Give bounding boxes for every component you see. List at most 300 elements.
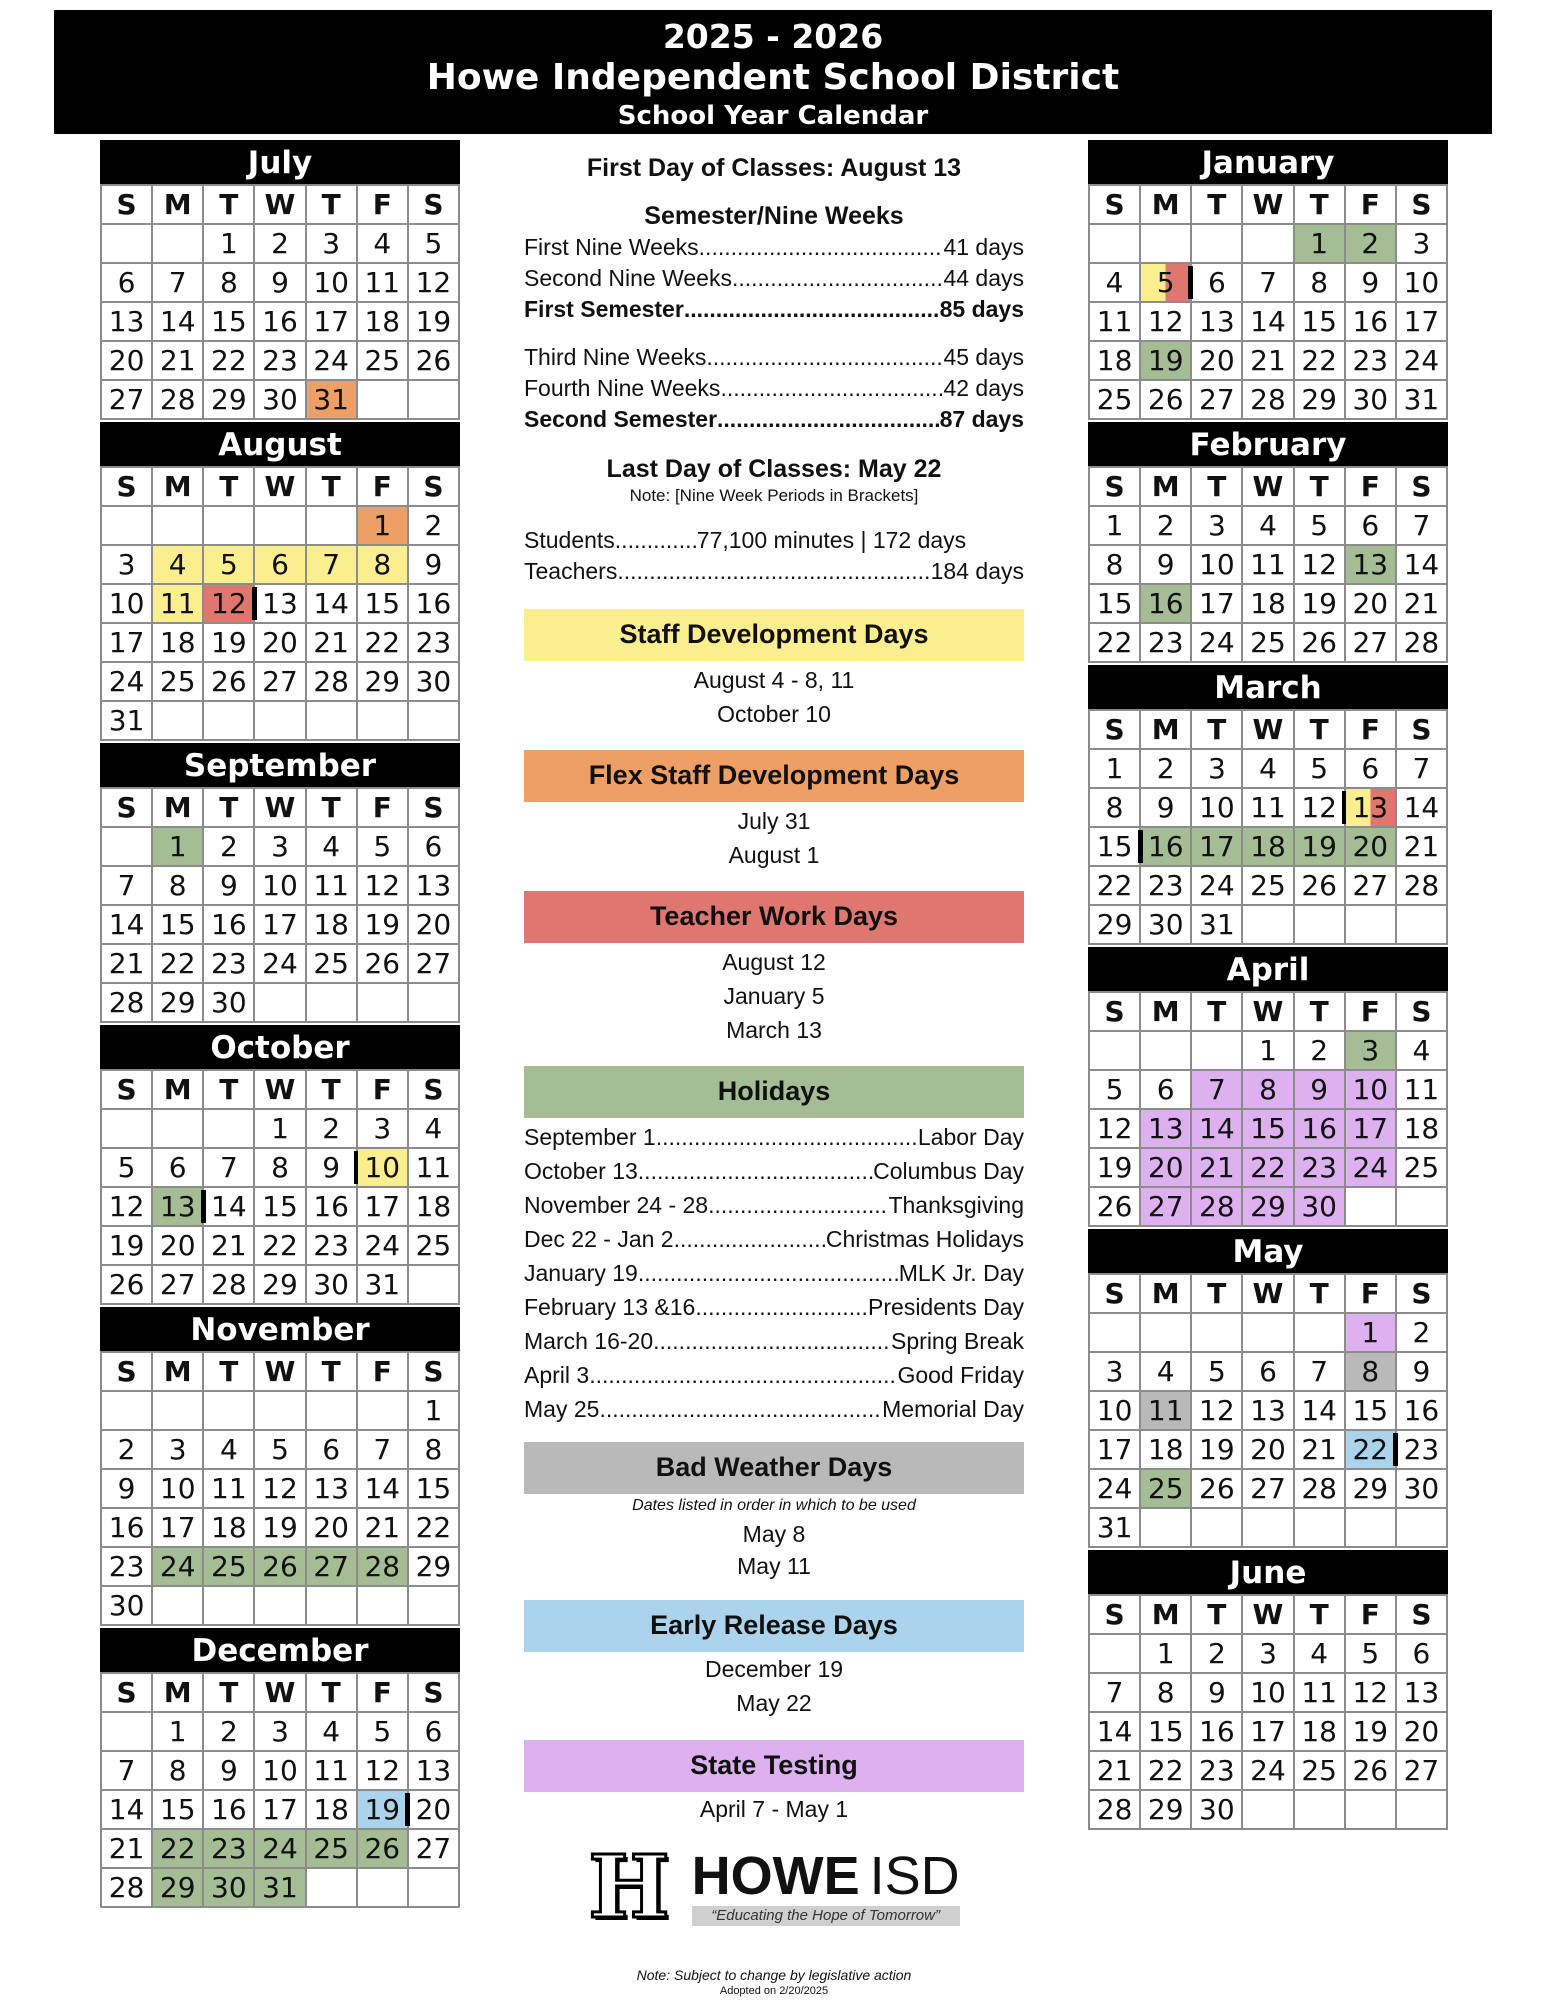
day-cell: 24 — [306, 341, 357, 380]
day-cell: 28 — [101, 1868, 152, 1907]
weekday-header: T — [203, 1070, 254, 1109]
period-row: First Semester ..... 85 days — [524, 294, 1024, 325]
day-cell: 23 — [1294, 1148, 1345, 1187]
day-cell: 17 — [101, 623, 152, 662]
day-cell: 9 — [1191, 1673, 1242, 1712]
day-cell: 16 — [1396, 1391, 1447, 1430]
flex-staff-date: July 31 — [737, 808, 811, 834]
weekday-header: T — [1191, 185, 1242, 224]
day-cell: 10 — [101, 584, 152, 623]
day-cell: 18 — [306, 1790, 357, 1829]
students-row: Students ..... 77,100 minutes | 172 days — [524, 525, 1024, 556]
first-day-of-classes: First Day of Classes: August 13 — [586, 154, 962, 182]
day-cell: 3 — [254, 1712, 305, 1751]
day-cell: 26 — [1191, 1469, 1242, 1508]
day-cell: 20 — [1345, 584, 1396, 623]
day-cell: 27 — [306, 1547, 357, 1586]
day-cell: 17 — [306, 302, 357, 341]
day-cell: 15 — [1089, 584, 1140, 623]
day-cell: 21 — [1242, 341, 1293, 380]
day-cell: 29 — [408, 1547, 459, 1586]
day-cell: 17 — [1242, 1712, 1293, 1751]
month-title: August — [100, 422, 460, 466]
day-cell: 27 — [1345, 623, 1396, 662]
day-cell: 2 — [203, 1712, 254, 1751]
weekday-header: M — [152, 1673, 203, 1712]
day-cell: 12 — [203, 584, 254, 623]
day-cell: 7 — [1294, 1352, 1345, 1391]
day-cell: 11 — [203, 1469, 254, 1508]
holiday-row: May 25 ..... Memorial Day — [524, 1392, 1024, 1426]
day-cell: 19 — [357, 905, 408, 944]
day-cell: 18 — [1242, 584, 1293, 623]
day-cell: 6 — [1242, 1352, 1293, 1391]
day-cell: 19 — [1294, 827, 1345, 866]
weekday-header: S — [408, 1352, 459, 1391]
weekday-header: T — [1191, 467, 1242, 506]
month-title: September — [100, 743, 460, 787]
weekday-header: W — [254, 467, 305, 506]
weekday-header: F — [1345, 467, 1396, 506]
day-cell: 10 — [152, 1469, 203, 1508]
month-grid — [100, 184, 460, 420]
day-cell: 26 — [254, 1547, 305, 1586]
day-cell: 28 — [203, 1265, 254, 1304]
day-cell: 14 — [306, 584, 357, 623]
nine-week-note: Note: [Nine Week Periods in Brackets] — [629, 486, 919, 505]
month-title: November — [100, 1307, 460, 1351]
month-september — [100, 743, 460, 1023]
day-cell: 31 — [1191, 905, 1242, 944]
empty-cell — [101, 1391, 152, 1430]
day-cell: 19 — [203, 623, 254, 662]
day-cell: 14 — [101, 1790, 152, 1829]
day-cell: 19 — [1345, 1712, 1396, 1751]
weekday-header: S — [1396, 1274, 1447, 1313]
calendar-subtitle: School Year Calendar — [617, 101, 929, 131]
day-cell: 22 — [357, 623, 408, 662]
month-title: March — [1088, 665, 1448, 709]
weekday-header: M — [1140, 992, 1191, 1031]
month-grid — [1088, 1594, 1448, 1830]
day-cell: 31 — [1089, 1508, 1140, 1547]
day-cell: 1 — [203, 224, 254, 263]
day-cell: 12 — [1294, 545, 1345, 584]
day-cell: 4 — [408, 1109, 459, 1148]
day-cell: 1 — [408, 1391, 459, 1430]
empty-cell — [1242, 1508, 1293, 1547]
empty-cell — [101, 1109, 152, 1148]
day-cell: 7 — [1191, 1070, 1242, 1109]
month-grid — [1088, 466, 1448, 663]
day-cell: 15 — [152, 1790, 203, 1829]
day-cell: 15 — [357, 584, 408, 623]
day-cell: 23 — [1140, 866, 1191, 905]
empty-cell — [306, 1868, 357, 1907]
day-cell: 28 — [152, 380, 203, 419]
day-cell: 13 — [101, 302, 152, 341]
day-cell: 7 — [357, 1430, 408, 1469]
day-cell: 18 — [306, 905, 357, 944]
day-cell: 26 — [1089, 1187, 1140, 1226]
empty-cell — [1242, 1790, 1293, 1829]
weekday-header: M — [1140, 1274, 1191, 1313]
day-cell: 30 — [1140, 905, 1191, 944]
day-cell: 4 — [1294, 1634, 1345, 1673]
day-cell: 1 — [1242, 1031, 1293, 1070]
empty-cell — [1089, 1031, 1140, 1070]
empty-cell — [254, 1586, 305, 1625]
day-cell: 18 — [1242, 827, 1293, 866]
day-cell: 27 — [1140, 1187, 1191, 1226]
day-cell: 28 — [1191, 1187, 1242, 1226]
day-cell: 8 — [254, 1148, 305, 1187]
day-cell: 9 — [203, 1751, 254, 1790]
right-month-column — [1088, 140, 1448, 1832]
day-cell: 13 — [1396, 1673, 1447, 1712]
logo-name-light: ISD — [869, 1846, 960, 1906]
day-cell: 22 — [1089, 866, 1140, 905]
day-cell: 23 — [203, 944, 254, 983]
day-cell: 10 — [306, 263, 357, 302]
day-cell: 18 — [357, 302, 408, 341]
day-cell: 21 — [1191, 1148, 1242, 1187]
weekday-header: F — [357, 1673, 408, 1712]
day-cell: 12 — [357, 1751, 408, 1790]
day-cell: 11 — [1089, 302, 1140, 341]
weekday-header: S — [1396, 1595, 1447, 1634]
weekday-header: W — [254, 1070, 305, 1109]
day-cell: 24 — [1191, 866, 1242, 905]
empty-cell — [254, 701, 305, 740]
day-cell: 21 — [152, 341, 203, 380]
day-cell: 26 — [1345, 1751, 1396, 1790]
day-cell: 25 — [152, 662, 203, 701]
day-cell: 2 — [1294, 1031, 1345, 1070]
teacher-work-heading: Teacher Work Days — [524, 891, 1024, 943]
staff-development-heading: Staff Development Days — [524, 609, 1024, 661]
empty-cell — [203, 506, 254, 545]
day-cell: 5 — [357, 827, 408, 866]
weekday-header: T — [203, 788, 254, 827]
empty-cell — [357, 380, 408, 419]
day-cell: 20 — [101, 341, 152, 380]
day-cell: 21 — [1294, 1430, 1345, 1469]
day-cell: 14 — [1396, 545, 1447, 584]
empty-cell — [203, 1391, 254, 1430]
period-row: Second Semester ..... 87 days — [524, 404, 1024, 435]
day-cell: 11 — [306, 1751, 357, 1790]
h-logo-mark: H — [588, 1837, 670, 1938]
day-cell: 8 — [1089, 788, 1140, 827]
weekday-header: W — [1242, 992, 1293, 1031]
day-cell: 1 — [1140, 1634, 1191, 1673]
day-cell: 3 — [1191, 749, 1242, 788]
day-cell: 15 — [152, 905, 203, 944]
day-cell: 29 — [1294, 380, 1345, 419]
empty-cell — [306, 1586, 357, 1625]
day-cell: 7 — [101, 1751, 152, 1790]
day-cell: 2 — [1396, 1313, 1447, 1352]
day-cell: 13 — [152, 1187, 203, 1226]
day-cell: 16 — [254, 302, 305, 341]
day-cell: 24 — [254, 944, 305, 983]
month-grid — [100, 1672, 460, 1908]
day-cell: 5 — [101, 1148, 152, 1187]
day-cell: 30 — [254, 380, 305, 419]
day-cell: 19 — [1089, 1148, 1140, 1187]
bad-weather-heading: Bad Weather Days — [524, 1442, 1024, 1494]
day-cell: 22 — [152, 944, 203, 983]
month-july — [100, 140, 460, 420]
day-cell: 28 — [306, 662, 357, 701]
empty-cell — [408, 380, 459, 419]
empty-cell — [203, 1109, 254, 1148]
weekday-header: S — [101, 467, 152, 506]
day-cell: 5 — [254, 1430, 305, 1469]
day-cell: 11 — [408, 1148, 459, 1187]
day-cell: 29 — [152, 1868, 203, 1907]
day-cell: 22 — [1242, 1148, 1293, 1187]
day-cell: 26 — [203, 662, 254, 701]
day-cell: 25 — [1242, 866, 1293, 905]
day-cell: 26 — [1294, 623, 1345, 662]
weekday-header: W — [1242, 185, 1293, 224]
day-cell: 2 — [408, 506, 459, 545]
day-cell: 5 — [408, 224, 459, 263]
day-cell: 17 — [1396, 302, 1447, 341]
day-cell: 4 — [357, 224, 408, 263]
day-cell: 25 — [306, 1829, 357, 1868]
month-grid — [1088, 1273, 1448, 1548]
day-cell: 27 — [1191, 380, 1242, 419]
empty-cell — [357, 1586, 408, 1625]
day-cell: 1 — [152, 1712, 203, 1751]
day-cell: 21 — [101, 944, 152, 983]
day-cell: 29 — [1345, 1469, 1396, 1508]
empty-cell — [408, 983, 459, 1022]
day-cell: 10 — [1242, 1673, 1293, 1712]
weekday-header: T — [1191, 710, 1242, 749]
day-cell: 2 — [203, 827, 254, 866]
teachers-row: Teachers ..... 184 days — [524, 556, 1024, 587]
day-cell: 13 — [1345, 545, 1396, 584]
empty-cell — [357, 1868, 408, 1907]
empty-cell — [1345, 1790, 1396, 1829]
month-title: June — [1088, 1550, 1448, 1594]
month-december — [100, 1628, 460, 1908]
day-cell: 8 — [1140, 1673, 1191, 1712]
day-cell: 9 — [1294, 1070, 1345, 1109]
day-cell: 16 — [1140, 827, 1191, 866]
school-year: 2025 - 2026 — [662, 17, 884, 56]
weekday-header: F — [357, 185, 408, 224]
day-cell: 3 — [1242, 1634, 1293, 1673]
holiday-row: September 1 ..... Labor Day — [524, 1120, 1024, 1154]
day-cell: 20 — [1396, 1712, 1447, 1751]
empty-cell — [408, 1265, 459, 1304]
day-cell: 16 — [1140, 584, 1191, 623]
adopted-date: Adopted on 2/20/2025 — [719, 1985, 829, 1997]
day-cell: 17 — [1345, 1109, 1396, 1148]
day-cell: 15 — [203, 302, 254, 341]
day-cell: 1 — [254, 1109, 305, 1148]
day-cell: 21 — [1396, 827, 1447, 866]
day-cell: 29 — [1140, 1790, 1191, 1829]
weekday-header: T — [1191, 992, 1242, 1031]
weekday-header: T — [306, 788, 357, 827]
day-cell: 26 — [1294, 866, 1345, 905]
day-cell: 8 — [152, 866, 203, 905]
day-cell: 11 — [1242, 545, 1293, 584]
early-release-date: May 22 — [736, 1690, 812, 1716]
holiday-row: November 24 - 28 ..... Thanksgiving — [524, 1188, 1024, 1222]
day-cell: 20 — [1242, 1430, 1293, 1469]
holiday-row: April 3 ..... Good Friday — [524, 1358, 1024, 1392]
day-cell: 10 — [1089, 1391, 1140, 1430]
day-cell: 6 — [1396, 1634, 1447, 1673]
empty-cell — [254, 1391, 305, 1430]
day-cell: 25 — [1242, 623, 1293, 662]
day-cell: 13 — [1345, 788, 1396, 827]
weekday-header: M — [152, 467, 203, 506]
day-cell: 10 — [254, 866, 305, 905]
weekday-header: F — [357, 788, 408, 827]
day-cell: 29 — [152, 983, 203, 1022]
empty-cell — [1294, 905, 1345, 944]
day-cell: 6 — [306, 1430, 357, 1469]
weekday-header: S — [101, 1070, 152, 1109]
district-name: Howe Independent School District — [426, 57, 1120, 98]
day-cell: 14 — [357, 1469, 408, 1508]
weekday-header: S — [101, 788, 152, 827]
weekday-header: F — [357, 1352, 408, 1391]
day-cell: 23 — [306, 1226, 357, 1265]
day-cell: 1 — [1345, 1313, 1396, 1352]
weekday-header: T — [1294, 992, 1345, 1031]
day-cell: 2 — [1345, 224, 1396, 263]
day-cell: 5 — [1191, 1352, 1242, 1391]
day-cell: 25 — [203, 1547, 254, 1586]
month-november — [100, 1307, 460, 1626]
bad-weather-note: Dates listed in order in which to be used — [632, 1497, 916, 1514]
day-cell: 7 — [306, 545, 357, 584]
day-cell: 19 — [1191, 1430, 1242, 1469]
day-cell: 21 — [1089, 1751, 1140, 1790]
day-cell: 5 — [1089, 1070, 1140, 1109]
day-cell: 20 — [408, 905, 459, 944]
day-cell: 25 — [408, 1226, 459, 1265]
day-cell: 5 — [1294, 749, 1345, 788]
weekday-header: T — [1191, 1595, 1242, 1634]
day-cell: 23 — [408, 623, 459, 662]
empty-cell — [357, 983, 408, 1022]
day-cell: 16 — [203, 1790, 254, 1829]
weekday-header: T — [1294, 710, 1345, 749]
day-cell: 22 — [408, 1508, 459, 1547]
teacher-work-date: January 5 — [723, 983, 825, 1009]
day-cell: 31 — [306, 380, 357, 419]
day-cell: 12 — [357, 866, 408, 905]
month-grid — [1088, 709, 1448, 945]
calendar-info-panel — [524, 152, 1024, 1998]
day-cell: 30 — [1191, 1790, 1242, 1829]
empty-cell — [1089, 224, 1140, 263]
day-cell: 2 — [1140, 749, 1191, 788]
day-cell: 9 — [1396, 1352, 1447, 1391]
day-cell: 10 — [1396, 263, 1447, 302]
day-cell: 17 — [1191, 584, 1242, 623]
early-release-date: December 19 — [704, 1656, 844, 1682]
weekday-header: T — [1294, 1595, 1345, 1634]
day-cell: 8 — [1242, 1070, 1293, 1109]
day-cell: 24 — [254, 1829, 305, 1868]
day-cell: 6 — [408, 827, 459, 866]
weekday-header: T — [203, 1352, 254, 1391]
day-cell: 27 — [408, 1829, 459, 1868]
day-cell: 7 — [1396, 506, 1447, 545]
empty-cell — [306, 506, 357, 545]
day-cell: 18 — [1294, 1712, 1345, 1751]
day-cell: 22 — [1294, 341, 1345, 380]
day-cell: 1 — [357, 506, 408, 545]
weekday-header: W — [1242, 710, 1293, 749]
day-cell: 25 — [1396, 1148, 1447, 1187]
staff-development-date: August 4 - 8, 11 — [693, 667, 855, 693]
day-cell: 9 — [408, 545, 459, 584]
period-row: Second Nine Weeks ..... 44 days — [524, 263, 1024, 294]
month-grid — [100, 787, 460, 1023]
day-cell: 15 — [1242, 1109, 1293, 1148]
bad-weather-date: May 8 — [742, 1521, 806, 1547]
weekday-header: F — [357, 1070, 408, 1109]
day-cell: 14 — [152, 302, 203, 341]
left-month-column — [100, 140, 460, 1910]
day-cell: 16 — [203, 905, 254, 944]
logo-wordmark — [691, 1846, 960, 1926]
weekday-header: S — [1089, 467, 1140, 506]
weekday-header: M — [1140, 1595, 1191, 1634]
day-cell: 17 — [254, 1790, 305, 1829]
day-cell: 28 — [357, 1547, 408, 1586]
empty-cell — [203, 701, 254, 740]
weekday-header: W — [1242, 467, 1293, 506]
day-cell: 29 — [1089, 905, 1140, 944]
day-cell: 30 — [101, 1586, 152, 1625]
month-march — [1088, 665, 1448, 945]
day-cell: 12 — [1294, 788, 1345, 827]
day-cell: 18 — [152, 623, 203, 662]
weekday-header: F — [1345, 992, 1396, 1031]
day-cell: 25 — [1089, 380, 1140, 419]
month-title: December — [100, 1628, 460, 1672]
day-cell: 24 — [152, 1547, 203, 1586]
month-grid — [1088, 991, 1448, 1227]
month-january — [1088, 140, 1448, 420]
day-cell: 6 — [1345, 749, 1396, 788]
day-cell: 30 — [408, 662, 459, 701]
footer-note: Note: Subject to change by legislative action — [636, 1967, 912, 1983]
day-cell: 30 — [1294, 1187, 1345, 1226]
weekday-header: T — [306, 1352, 357, 1391]
day-cell: 8 — [203, 263, 254, 302]
weekday-header: T — [306, 1673, 357, 1712]
empty-cell — [357, 701, 408, 740]
month-title: January — [1088, 140, 1448, 184]
day-cell: 23 — [1396, 1430, 1447, 1469]
day-cell: 28 — [1396, 866, 1447, 905]
weekday-header: W — [254, 1673, 305, 1712]
